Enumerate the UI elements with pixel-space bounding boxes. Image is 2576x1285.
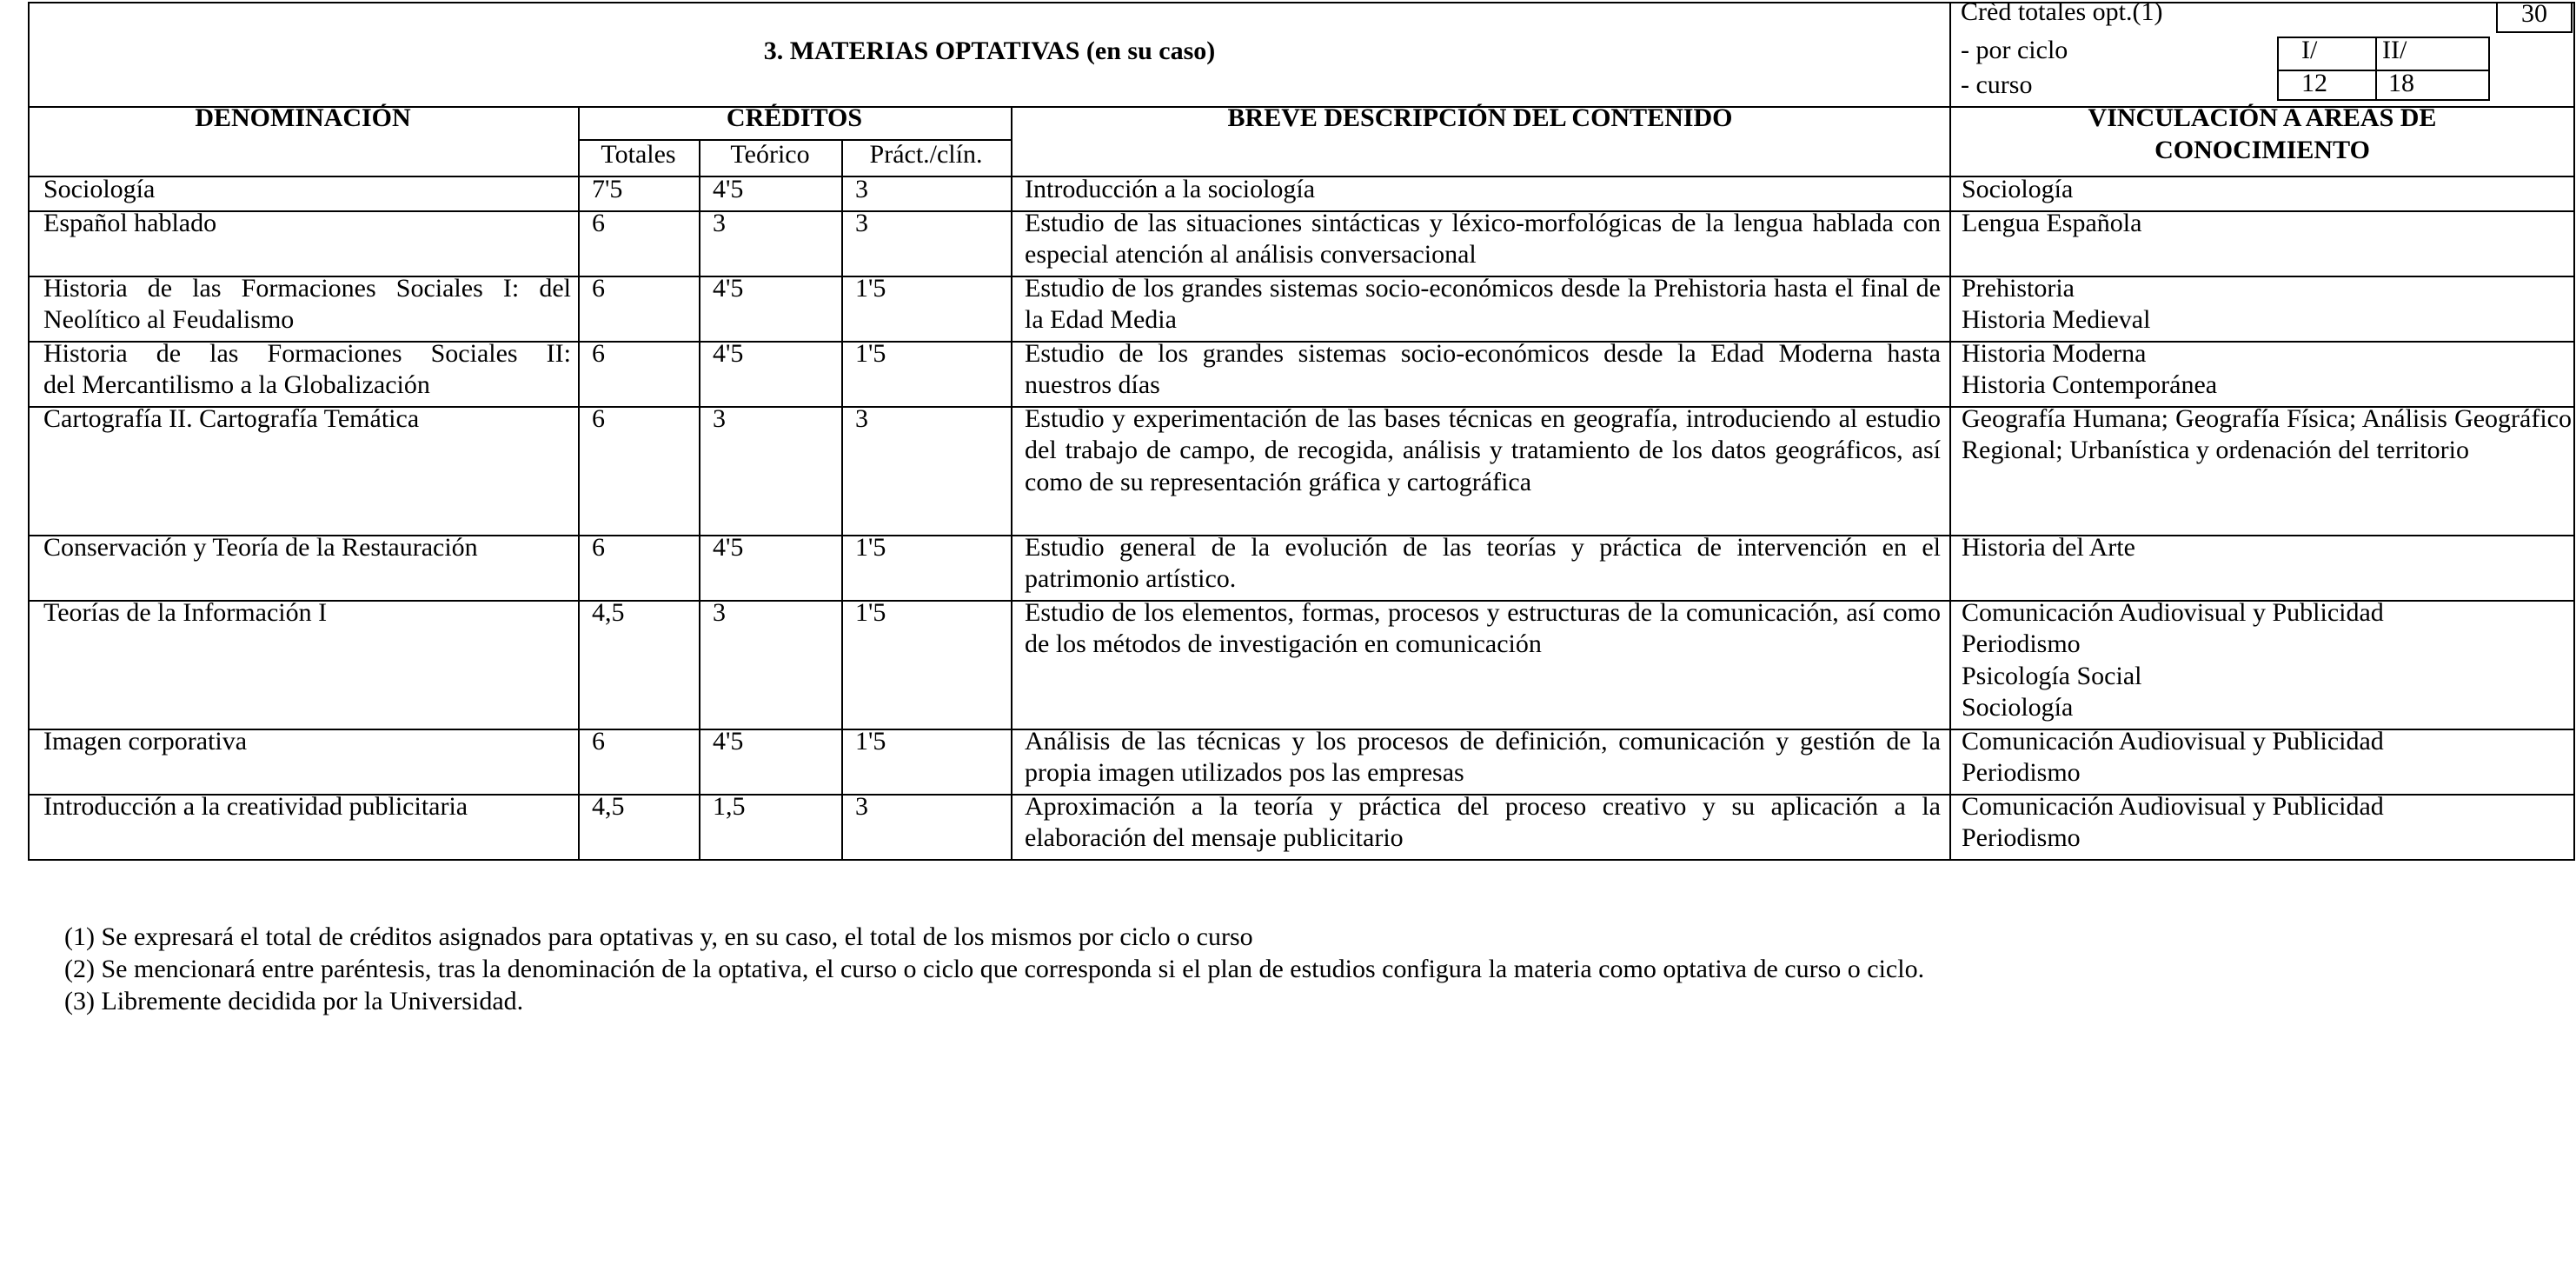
- column-rule: [699, 177, 700, 860]
- row-teorico: 4'5: [713, 175, 744, 203]
- row-description: Estudio de las situaciones sintácticas y léxico-morfológicas de la lengua hablada con especial atención al análisis conversacional: [1025, 208, 1941, 269]
- per-course-value-2: 18: [2388, 69, 2414, 97]
- row-description: Estudio y experimentación de las bases técnicas en geografía, introduciendo al estudio del trabajo de campo, de recogida, análisis y tratamiento de los datos geográficos, así como de su representación gráfica y cartográfica: [1025, 403, 1941, 496]
- row-teorico: 4'5: [713, 726, 744, 756]
- row-area: Historia Contemporánea: [1962, 370, 2218, 399]
- row-area: Psicología Social: [1962, 661, 2142, 690]
- row-description: Aproximación a la teoría y práctica del proceso creativo y su aplicación a la elaboración del mensaje publicitario: [1025, 791, 1941, 852]
- row-description: Análisis de las técnicas y los procesos de definición, comunicación y gestión de la propia imagen utilizados pos las empresas: [1025, 726, 1941, 787]
- row-totales: 6: [592, 403, 605, 433]
- row-name: [43, 532, 571, 564]
- table-bottom-rule: [28, 859, 2575, 861]
- row-areas: [1962, 174, 2572, 206]
- row-name-line: Historia de las Formaciones Sociales I: del: [43, 273, 571, 303]
- row-area: Prehistoria: [1962, 273, 2075, 303]
- total-credits-label: Crèd totales opt.(1): [1961, 0, 2163, 26]
- row-area: Periodismo: [1962, 823, 2081, 852]
- per-cycle-value-1: I/: [2301, 36, 2318, 64]
- row-description: Estudio de los grandes sistemas socio-económicos desde la Prehistoria hasta el final de la Edad Media: [1025, 273, 1941, 334]
- row-name-line: Imagen corporativa: [43, 726, 248, 756]
- per-cycle-label: - por ciclo: [1961, 36, 2068, 64]
- column-rule: [1011, 177, 1012, 860]
- column-header-creditos: CRÉDITOS: [726, 103, 863, 132]
- row-practico: 1'5: [855, 532, 886, 562]
- row-totales: 6: [592, 338, 605, 368]
- row-areas: [1962, 597, 2572, 724]
- row-name: [43, 208, 571, 240]
- row-area: Lengua Española: [1962, 208, 2142, 237]
- row-name: [43, 726, 571, 758]
- row-area: Historia del Arte: [1962, 532, 2135, 562]
- row-description: Introducción a la sociología: [1025, 175, 1316, 203]
- row-totales: 6: [592, 208, 605, 237]
- footnote-1: (1) Se expresará el total de créditos asignados para optativas y, en su caso, el total de los mismos por ciclo o curso: [64, 922, 1253, 951]
- column-header-totales: Totales: [601, 140, 676, 169]
- row-name-line: Neolítico al Feudalismo: [43, 305, 295, 334]
- row-practico: 3: [855, 208, 868, 237]
- column-header-vinculacion-2: CONOCIMIENTO: [2154, 136, 2370, 164]
- row-name: [43, 174, 571, 206]
- row-name-line: Teorías de la Información I: [43, 597, 328, 627]
- total-credits-value: 30: [2521, 0, 2547, 28]
- row-name-line: del Mercantilismo a la Globalización: [43, 370, 430, 399]
- row-practico: 1'5: [855, 726, 886, 756]
- row-name: [43, 791, 571, 823]
- row-area: Historia Moderna: [1962, 338, 2147, 368]
- row-totales: 7'5: [592, 175, 623, 203]
- column-rule: [2573, 177, 2575, 860]
- row-name-line: Introducción a la creatividad publicitaria: [43, 791, 468, 821]
- row-name: [43, 403, 571, 436]
- row-totales: 6: [592, 273, 605, 303]
- per-cycle-box-1: [2277, 37, 2377, 71]
- row-practico: 3: [855, 791, 868, 821]
- row-totales: 4,5: [592, 597, 625, 627]
- row-description: Estudio general de la evolución de las teorías y práctica de intervención en el patrimonio artístico.: [1025, 532, 1941, 593]
- column-rule: [28, 177, 30, 860]
- row-areas: [1962, 532, 2572, 564]
- row-name-line: Conservación y Teoría de la Restauración: [43, 532, 478, 562]
- row-teorico: 1,5: [713, 791, 746, 821]
- per-course-label: - curso: [1961, 70, 2033, 99]
- column-rule: [578, 177, 580, 860]
- row-name: [43, 597, 571, 629]
- row-areas: [1962, 208, 2572, 240]
- row-name-line: Historia de las Formaciones Sociales II:: [43, 338, 571, 368]
- row-area: Periodismo: [1962, 758, 2081, 787]
- column-header-denominacion: DENOMINACIÓN: [195, 103, 411, 132]
- row-area: Periodismo: [1962, 629, 2081, 658]
- row-totales: 4,5: [592, 791, 625, 821]
- row-description: Estudio de los elementos, formas, procesos y estructuras de la comunicación, así como de los métodos de investigación en comunicación: [1025, 597, 1941, 658]
- column-rule: [1949, 177, 1951, 860]
- column-rule: [841, 177, 843, 860]
- row-area: Comunicación Audiovisual y Publicidad: [1962, 597, 2384, 627]
- row-area: Sociología: [1962, 693, 2074, 722]
- row-totales: 6: [592, 726, 605, 756]
- per-course-value-1: 12: [2301, 69, 2327, 97]
- column-header-practico: Práct./clín.: [869, 140, 983, 169]
- row-area: Comunicación Audiovisual y Publicidad: [1962, 791, 2384, 821]
- row-areas: [1962, 791, 2572, 855]
- row-area: Historia Medieval: [1962, 305, 2151, 334]
- footnote-2: (2) Se mencionará entre paréntesis, tras la denominación de la optativa, el curso o ciclo que corresponda si el plan de estudios configura la materia como optativa de curso o ciclo.: [64, 955, 1925, 983]
- row-areas: [1962, 273, 2572, 336]
- row-teorico: 3: [713, 208, 726, 237]
- row-areas: [1962, 338, 2572, 402]
- row-teorico: 4'5: [713, 338, 744, 368]
- row-practico: 3: [855, 175, 868, 203]
- row-practico: 1'5: [855, 338, 886, 368]
- row-area: Geografía Humana; Geografía Física; Análisis Geográfico Regional; Urbanística y ordenación del territorio: [1962, 403, 2572, 464]
- column-header-vinculacion-1: VINCULACIÓN A AREAS DE: [2088, 103, 2437, 132]
- row-area: Sociología: [1962, 175, 2074, 203]
- row-totales: 6: [592, 532, 605, 562]
- row-teorico: 4'5: [713, 273, 744, 303]
- row-practico: 1'5: [855, 597, 886, 627]
- row-name-line: Español hablado: [43, 208, 217, 237]
- row-areas: [1962, 726, 2572, 789]
- row-name: [43, 273, 571, 336]
- row-name-line: Cartografía II. Cartografía Temática: [43, 403, 420, 433]
- footnote-3: (3) Libremente decidida por la Universidad.: [64, 987, 524, 1015]
- section-title: 3. MATERIAS OPTATIVAS (en su caso): [763, 37, 1216, 65]
- row-teorico: 3: [713, 597, 726, 627]
- row-name: [43, 338, 571, 402]
- per-cycle-value-2: II/: [2382, 36, 2407, 64]
- row-practico: 1'5: [855, 273, 886, 303]
- row-practico: 3: [855, 403, 868, 433]
- column-header-teorico: Teórico: [730, 140, 810, 169]
- column-header-descripcion: BREVE DESCRIPCIÓN DEL CONTENIDO: [1227, 103, 1733, 132]
- row-area: Comunicación Audiovisual y Publicidad: [1962, 726, 2384, 756]
- row-teorico: 3: [713, 403, 726, 433]
- row-description: Estudio de los grandes sistemas socio-económicos desde la Edad Moderna hasta nuestros días: [1025, 338, 1941, 399]
- row-name-line: Sociología: [43, 175, 156, 203]
- row-teorico: 4'5: [713, 532, 744, 562]
